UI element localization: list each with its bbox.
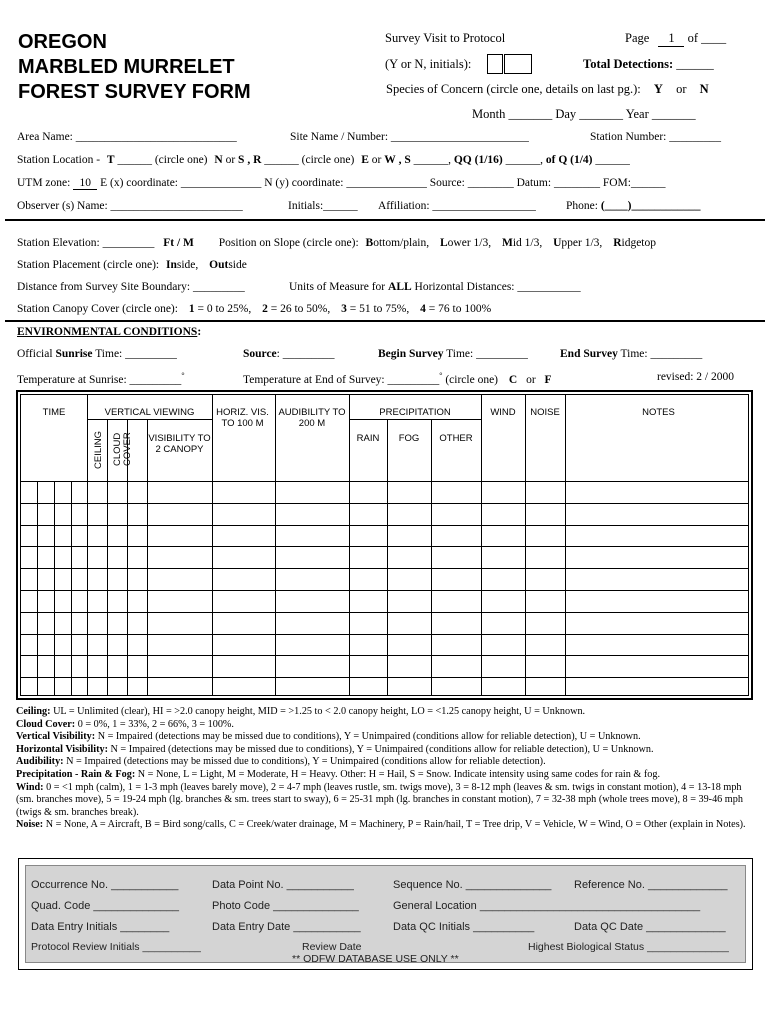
page-of: of ____ [687, 31, 727, 45]
legend-vvis-text: N = Impaired (detections may be missed due to conditions), Y = Unimpaired (conditions allow for reliable detection), U = Unknown. [97, 731, 641, 743]
species-concern-label: Species of Concern (circle one, details on last pg.): [386, 82, 641, 96]
col-line [525, 395, 526, 695]
table-inner-frame [20, 394, 749, 696]
legend-wind-label: Wind: [16, 781, 44, 793]
col-line [107, 419, 108, 695]
station-location-row[interactable] [17, 154, 630, 166]
circle-one-text: (circle one) [445, 373, 498, 386]
species-y-option[interactable]: Y [653, 82, 663, 96]
slope-position-label: Position on Slope (circle one): [218, 237, 359, 249]
degree-symbol: ° [439, 371, 443, 380]
source-field[interactable] [243, 348, 334, 360]
q-field[interactable]: ______ [595, 154, 630, 166]
legend-cloud-text: 0 = 0%, 1 = 33%, 2 = 66%, 3 = 100%. [77, 718, 234, 730]
legend-ceiling-text: UL = Unlimited (clear), HI = >2.0 canopy height, MID = >1.25 to < 2.0 canopy height, LO = <1.25 canopy height, U = Unknown. [53, 706, 586, 717]
utm-zone-label: UTM zone: [17, 177, 71, 189]
table-row[interactable] [21, 590, 748, 591]
begin-survey-blank[interactable]: Time: _________ [446, 348, 528, 360]
occurrence-no-field[interactable]: Occurrence No. ___________ [31, 879, 179, 891]
time-digit-line [54, 481, 55, 695]
total-detections-label: Total Detections: [583, 57, 674, 71]
canopy-option-2[interactable]: 2 [262, 303, 268, 315]
canopy-option-1-text: = 0 to 25%, [197, 303, 252, 315]
canopy-option-1[interactable]: 1 [188, 303, 195, 315]
page-value[interactable]: 1 [658, 31, 684, 47]
col-line [275, 395, 276, 695]
data-entry-date-field[interactable]: Data Entry Date ___________ [212, 921, 361, 933]
range-field[interactable]: ______ (circle one) [264, 154, 355, 166]
utm-zone-value[interactable]: 10 [73, 177, 97, 190]
col-vertical-viewing: VERTICAL VIEWING [104, 407, 195, 418]
odfw-database-box [18, 858, 753, 970]
col-ceiling: CEILING [93, 430, 104, 469]
col-rain: RAIN [356, 433, 380, 444]
photo-code-field[interactable]: Photo Code ______________ [212, 900, 359, 912]
col-line [565, 395, 566, 695]
env-heading-text: ENVIRONMENTAL CONDITIONS [17, 326, 198, 338]
initials-checkbox[interactable] [504, 54, 532, 74]
legend-audibility [16, 756, 756, 769]
sunrise-label-b: Sunrise [55, 348, 93, 360]
total-detections [583, 57, 714, 72]
legend-precip-text: N = None, L = Light, M = Moderate, H = Heavy. Other: H = Hail, S = Snow. Indicate intensity using same codes for rain & fog. [137, 768, 661, 780]
township-label: T [106, 154, 115, 166]
utm-coordinate-fields[interactable]: E (x) coordinate: ______________ N (y) coordinate: ______________ Source: ________ Datum: ________ FOM:______ [100, 177, 666, 189]
units-all: ALL [388, 281, 412, 293]
canopy-option-4-text: = 76 to 100% [428, 303, 492, 315]
reference-no-field[interactable]: Reference No. _____________ [574, 879, 728, 891]
survey-visit-label: Survey Visit to Protocol [385, 31, 506, 45]
section-label: , S [398, 154, 411, 166]
table-row[interactable] [21, 699, 748, 700]
col-line [212, 395, 213, 695]
q-label: of Q (1/4) [545, 154, 593, 166]
review-date-label[interactable]: Review Date [302, 941, 362, 953]
degree-symbol: ° [181, 371, 185, 380]
col-line [481, 395, 482, 695]
col-cloud-cover: CLOUD [112, 432, 123, 467]
temp-end-blank[interactable]: Temperature at End of Survey: _________ [243, 373, 440, 386]
east-option[interactable]: E [361, 154, 369, 166]
col-fog: FOG [398, 433, 420, 444]
code-legend [16, 706, 756, 832]
col-line [387, 419, 388, 695]
placement-inside-option[interactable]: In [165, 259, 177, 271]
legend-hvis-label: Horizontal Visibility: [16, 743, 108, 755]
placement-outside-text: side [228, 259, 247, 271]
yn-checkbox[interactable] [487, 54, 503, 74]
table-row[interactable] [21, 612, 748, 613]
species-or: or [676, 82, 687, 96]
legend-cloud-label: Cloud Cover: [16, 718, 76, 730]
placement-label: Station Placement (circle one): [17, 259, 160, 271]
legend-noise-label: Noise: [16, 819, 44, 831]
temp-sunrise-field[interactable] [17, 371, 185, 386]
protocol-review-initials-field[interactable]: Protocol Review Initials __________ [31, 941, 201, 953]
table-row[interactable] [21, 525, 748, 526]
canopy-option-4[interactable]: 4 [420, 303, 426, 315]
vertical-viewing-subline [87, 419, 212, 420]
temp-end-field[interactable] [243, 371, 552, 386]
site-name-field[interactable]: Site Name / Number: ________________________ [290, 131, 529, 143]
phone-field[interactable] [566, 200, 701, 212]
phone-label: Phone: [566, 200, 598, 212]
form-title-line1: OREGON [18, 31, 107, 53]
col-visibility-canopy: VISIBILITY TO 2 CANOPY [148, 433, 211, 455]
header-bottom-line [21, 481, 748, 482]
table-row[interactable] [21, 634, 748, 635]
legend-vertical-visibility [16, 731, 756, 744]
or-text: or [225, 154, 236, 166]
form-title-line2: MARBLED MURRELET [18, 56, 235, 78]
slope-mid-option[interactable]: M [501, 237, 513, 249]
sunrise-field[interactable]: Time: _________ [95, 348, 177, 360]
table-row[interactable] [21, 677, 748, 678]
legend-aud-text: N = Impaired (detections may be missed due to conditions), Y = Unimpaired (conditions allow for reliable detection). [66, 756, 546, 768]
legend-noise-text: N = None, A = Aircraft, B = Bird song/calls, C = Creek/water drainage, M = Machinery, P = Rain/hail, T = Tree drip, V = Vehicle, W = Wind, O = Other (explain in Notes). [45, 819, 746, 831]
sequence-no-field[interactable]: Sequence No. ______________ [393, 879, 552, 891]
or-text: or [526, 373, 536, 386]
south-option[interactable]: S [238, 154, 245, 166]
observation-table [16, 390, 753, 700]
slope-bottom-text: ottom/plain, [373, 237, 430, 249]
yn-initials-label: (Y or N, initials): [385, 57, 472, 71]
col-wind: WIND [490, 407, 516, 418]
source-label: Source [243, 348, 277, 360]
legend-hvis-text: N = Impaired (detections may be missed due to conditions), Y = Unimpaired (conditions allow for reliable detection), U = Unknown. [110, 743, 654, 755]
legend-horizontal-visibility [16, 744, 756, 757]
units-label: Units of Measure for [289, 281, 386, 293]
env-heading-colon: : [197, 326, 202, 338]
col-line [147, 419, 148, 695]
canopy-option-3-text: = 51 to 75%, [349, 303, 410, 315]
legend-ceiling [16, 706, 756, 719]
slope-lower-text: ower 1/3, [447, 237, 492, 249]
placement-outside-option[interactable]: Out [209, 259, 229, 271]
source-blank[interactable]: : _________ [276, 348, 335, 360]
qq-label: QQ (1/16) [453, 154, 503, 166]
placement-inside-text: side, [176, 259, 199, 271]
col-horiz-vis: HORIZ. VIS. TO 100 M [216, 407, 269, 429]
fahrenheit-option[interactable]: F [544, 373, 552, 386]
col-other: OTHER [439, 433, 473, 444]
legend-wind [16, 782, 756, 820]
west-option[interactable]: W [384, 154, 396, 166]
or-text: or [371, 154, 382, 166]
units-measure-row[interactable] [289, 281, 581, 293]
elevation-field[interactable]: Station Elevation: _________ [17, 237, 155, 249]
slope-bottom-option[interactable]: B [365, 237, 374, 249]
slope-upper-option[interactable]: U [553, 237, 562, 249]
legend-precip-label: Precipitation - Rain & Fog: [16, 768, 136, 780]
placement-row[interactable] [17, 259, 247, 271]
table-row[interactable] [21, 503, 748, 504]
col-audibility: AUDIBILITY TO 200 M [278, 407, 346, 429]
canopy-label: Station Canopy Cover (circle one): [17, 303, 178, 315]
section-divider [5, 219, 765, 221]
slope-mid-text: id 1/3, [512, 237, 543, 249]
legend-cloud [16, 719, 756, 732]
revised-date: revised: 2 / 2000 [657, 371, 734, 383]
section-field[interactable]: ______, [413, 154, 451, 166]
table-row[interactable] [21, 546, 748, 547]
page-number [625, 31, 726, 47]
quad-code-field[interactable]: Quad. Code ______________ [31, 900, 180, 912]
col-precipitation: PRECIPITATION [379, 407, 451, 418]
highest-biological-status-field[interactable]: Highest Biological Status ______________ [528, 941, 729, 953]
township-field[interactable]: ______ (circle one) [117, 154, 208, 166]
page-label: Page [625, 31, 650, 45]
col-time: TIME [42, 407, 66, 418]
sunrise-label-a: Official [17, 348, 53, 360]
legend-noise [16, 819, 756, 832]
time-digit-line [71, 481, 72, 695]
form-title-line3: FOREST SURVEY FORM [18, 81, 251, 103]
slope-ridge-option[interactable]: R [613, 237, 622, 249]
affiliation-field[interactable]: Affiliation: __________________ [378, 200, 536, 212]
col-line [127, 419, 128, 695]
col-line [431, 419, 432, 695]
data-qc-date-field[interactable]: Data QC Date _____________ [574, 921, 726, 933]
col-noise: NOISE [530, 407, 560, 418]
qq-field[interactable]: ______, [505, 154, 543, 166]
area-name-field[interactable]: Area Name: ____________________________ [17, 131, 237, 143]
legend-wind-text: 0 = <1 mph (calm), 1 = 1-3 mph (leaves barely move), 2 = 4-7 mph (leaves rustle, sm. twigs move), 3 = 8-12 mph (leaves & sm. twigs in constant motion), 4 = 13-18 mph (sm. branches move), 5 = 19-24 mph (lg. branches & sm. trees start to sway), 6 = 25-31 mph (lg. branches in constant motion), 7 = 32-38 mph (whole trees move), 8 = 39-46 mph (twigs & sm. branches break). [16, 781, 743, 818]
observer-name-field[interactable]: Observer (s) Name: _______________________ [17, 200, 243, 212]
legend-ceiling-label: Ceiling: [16, 706, 51, 717]
observer-initials-field[interactable]: Initials:______ [288, 200, 358, 212]
station-location-label: Station Location - [17, 154, 101, 166]
north-option[interactable]: N [214, 154, 223, 166]
col-notes: NOTES [642, 407, 675, 418]
yn-initials-boxes[interactable] [487, 54, 532, 74]
legend-vvis-label: Vertical Visibility: [16, 731, 96, 743]
time-digit-line [37, 481, 38, 695]
begin-survey-label: Begin Survey [378, 348, 444, 360]
phone-blank[interactable]: (____)____________ [600, 200, 701, 212]
elevation-units[interactable]: Ft / M [163, 237, 194, 249]
canopy-cover-row[interactable] [17, 303, 491, 315]
species-n-option[interactable]: N [699, 82, 709, 96]
slope-lower-option[interactable]: L [440, 237, 448, 249]
table-row[interactable] [21, 568, 748, 569]
env-conditions-heading [17, 326, 201, 338]
data-qc-initials-field[interactable]: Data QC Initials __________ [393, 921, 535, 933]
slope-ridge-text: idgetop [621, 237, 656, 249]
col-line [87, 395, 88, 695]
end-survey-field[interactable] [560, 348, 702, 360]
units-field[interactable]: Horizontal Distances: ___________ [414, 281, 581, 293]
data-point-no-field[interactable]: Data Point No. ___________ [212, 879, 354, 891]
station-number-field[interactable]: Station Number: _________ [590, 131, 721, 143]
range-label: , R [247, 154, 262, 166]
data-entry-initials-field[interactable]: Data Entry Initials ________ [31, 921, 170, 933]
distance-field[interactable]: Distance from Survey Site Boundary: _________ [17, 281, 245, 293]
species-concern [386, 82, 709, 97]
col-line [349, 395, 350, 695]
elevation-row[interactable] [17, 237, 656, 249]
utm-row[interactable] [17, 177, 665, 190]
legend-precipitation [16, 769, 756, 782]
end-survey-blank[interactable]: Time: _________ [620, 348, 703, 360]
general-location-field[interactable]: General Location ____________________________________ [393, 900, 701, 912]
slope-upper-text: pper 1/3, [561, 237, 603, 249]
section-divider [5, 320, 765, 322]
odfw-database-panel [25, 865, 746, 963]
end-survey-label: End Survey [560, 348, 618, 360]
temp-sunrise-blank[interactable]: Temperature at Sunrise: _________ [17, 373, 182, 386]
celsius-option[interactable]: C [508, 373, 518, 386]
begin-survey-field[interactable] [378, 348, 528, 360]
total-detections-field[interactable]: ______ [676, 57, 714, 71]
database-use-only: ** ODFW DATABASE USE ONLY ** [292, 953, 459, 965]
survey-date-fields[interactable]: Month _______ Day _______ Year _______ [472, 107, 696, 121]
precip-subline [349, 419, 481, 420]
table-row[interactable] [21, 655, 748, 656]
sunrise-time-field[interactable] [17, 348, 177, 360]
canopy-option-3[interactable]: 3 [341, 303, 347, 315]
canopy-option-2-text: = 26 to 50%, [270, 303, 331, 315]
legend-aud-label: Audibility: [16, 756, 64, 768]
